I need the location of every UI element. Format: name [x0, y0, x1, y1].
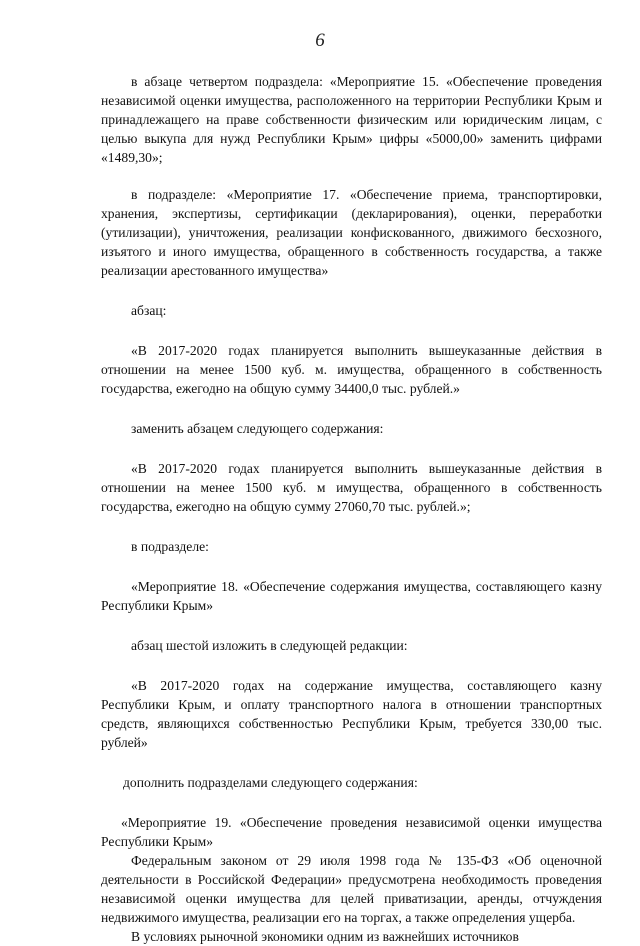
page-number: 6: [315, 30, 325, 51]
paragraph-measure-19-title: «Мероприятие 19. «Обеспечение проведения независимой оценки имущества Республики Крым»: [101, 815, 602, 849]
paragraph-federal-law: Федеральным законом от 29 июля 1998 года № 135-ФЗ «Об оценочной деятельности в Российской Федерации» предусмотрена необходимость проведения независимой оценки имущества для целей приватизации, аренды, отчуждения недвижимого имущества, реализации его на торгах, а также определения ущерба.: [101, 853, 602, 925]
paragraph-new-text: «В 2017-2020 годах планируется выполнить вышеуказанные действия в отношении на менее 1500 куб. м имущества, обращенного в собственность государства, ежегодно на общую сумму 27060,70 тыс. рублей.»;: [101, 461, 602, 514]
paragraph-abzac-label: абзац:: [131, 303, 167, 318]
paragraph-market-economy: В условиях рыночной экономики одним из важнейших источников: [131, 929, 519, 944]
paragraph-measure-18-title: «Мероприятие 18. «Обеспечение содержания имущества, составляющего казну Республики Крым»: [101, 579, 602, 613]
paragraph-measure-18-text: «В 2017-2020 годах на содержание имущества, составляющего казну Республики Крым, и оплату транспортного налога в отношении транспортных средств, являющихся собственностью Республики Крым, требуется 330,00 тыс. рублей»: [101, 678, 602, 750]
paragraph-replace-label: заменить абзацем следующего содержания:: [131, 421, 384, 436]
paragraph-sixth-abzac-label: абзац шестой изложить в следующей редакции:: [131, 638, 408, 653]
paragraph-subsection-measure-17: в подразделе: «Мероприятие 17. «Обеспечение приема, транспортировки, хранения, экспертизы, сертификации (декларирования), оценки, переработки (утилизации), уничтожения, реализации конфискованного, движимого бесхозного, изъятого и иного имущества, обращенного в собственность государства, а также реализации арестованного имущества»: [101, 187, 602, 278]
paragraph-subsection-label: в подразделе:: [131, 539, 209, 554]
paragraph-amend-measure-15: в абзаце четвертом подраздела: «Мероприятие 15. «Обеспечение проведения независимой оценки имущества, расположенного на территории Республики Крым и принадлежащего на праве собственности физическим или юридическим лицам, с целью выкупа для нужд Республики Крым» цифры «5000,00» заменить цифрами «1489,30»;: [101, 74, 602, 165]
paragraph-old-text: «В 2017-2020 годах планируется выполнить вышеуказанные действия в отношении на менее 1500 куб. м. имущества, обращенного в собственность государства, ежегодно на общую сумму 34400,0 тыс. рублей.»: [101, 343, 602, 396]
paragraph-add-subsections-label: дополнить подразделами следующего содержания:: [123, 775, 418, 790]
document-body: [101, 72, 602, 946]
